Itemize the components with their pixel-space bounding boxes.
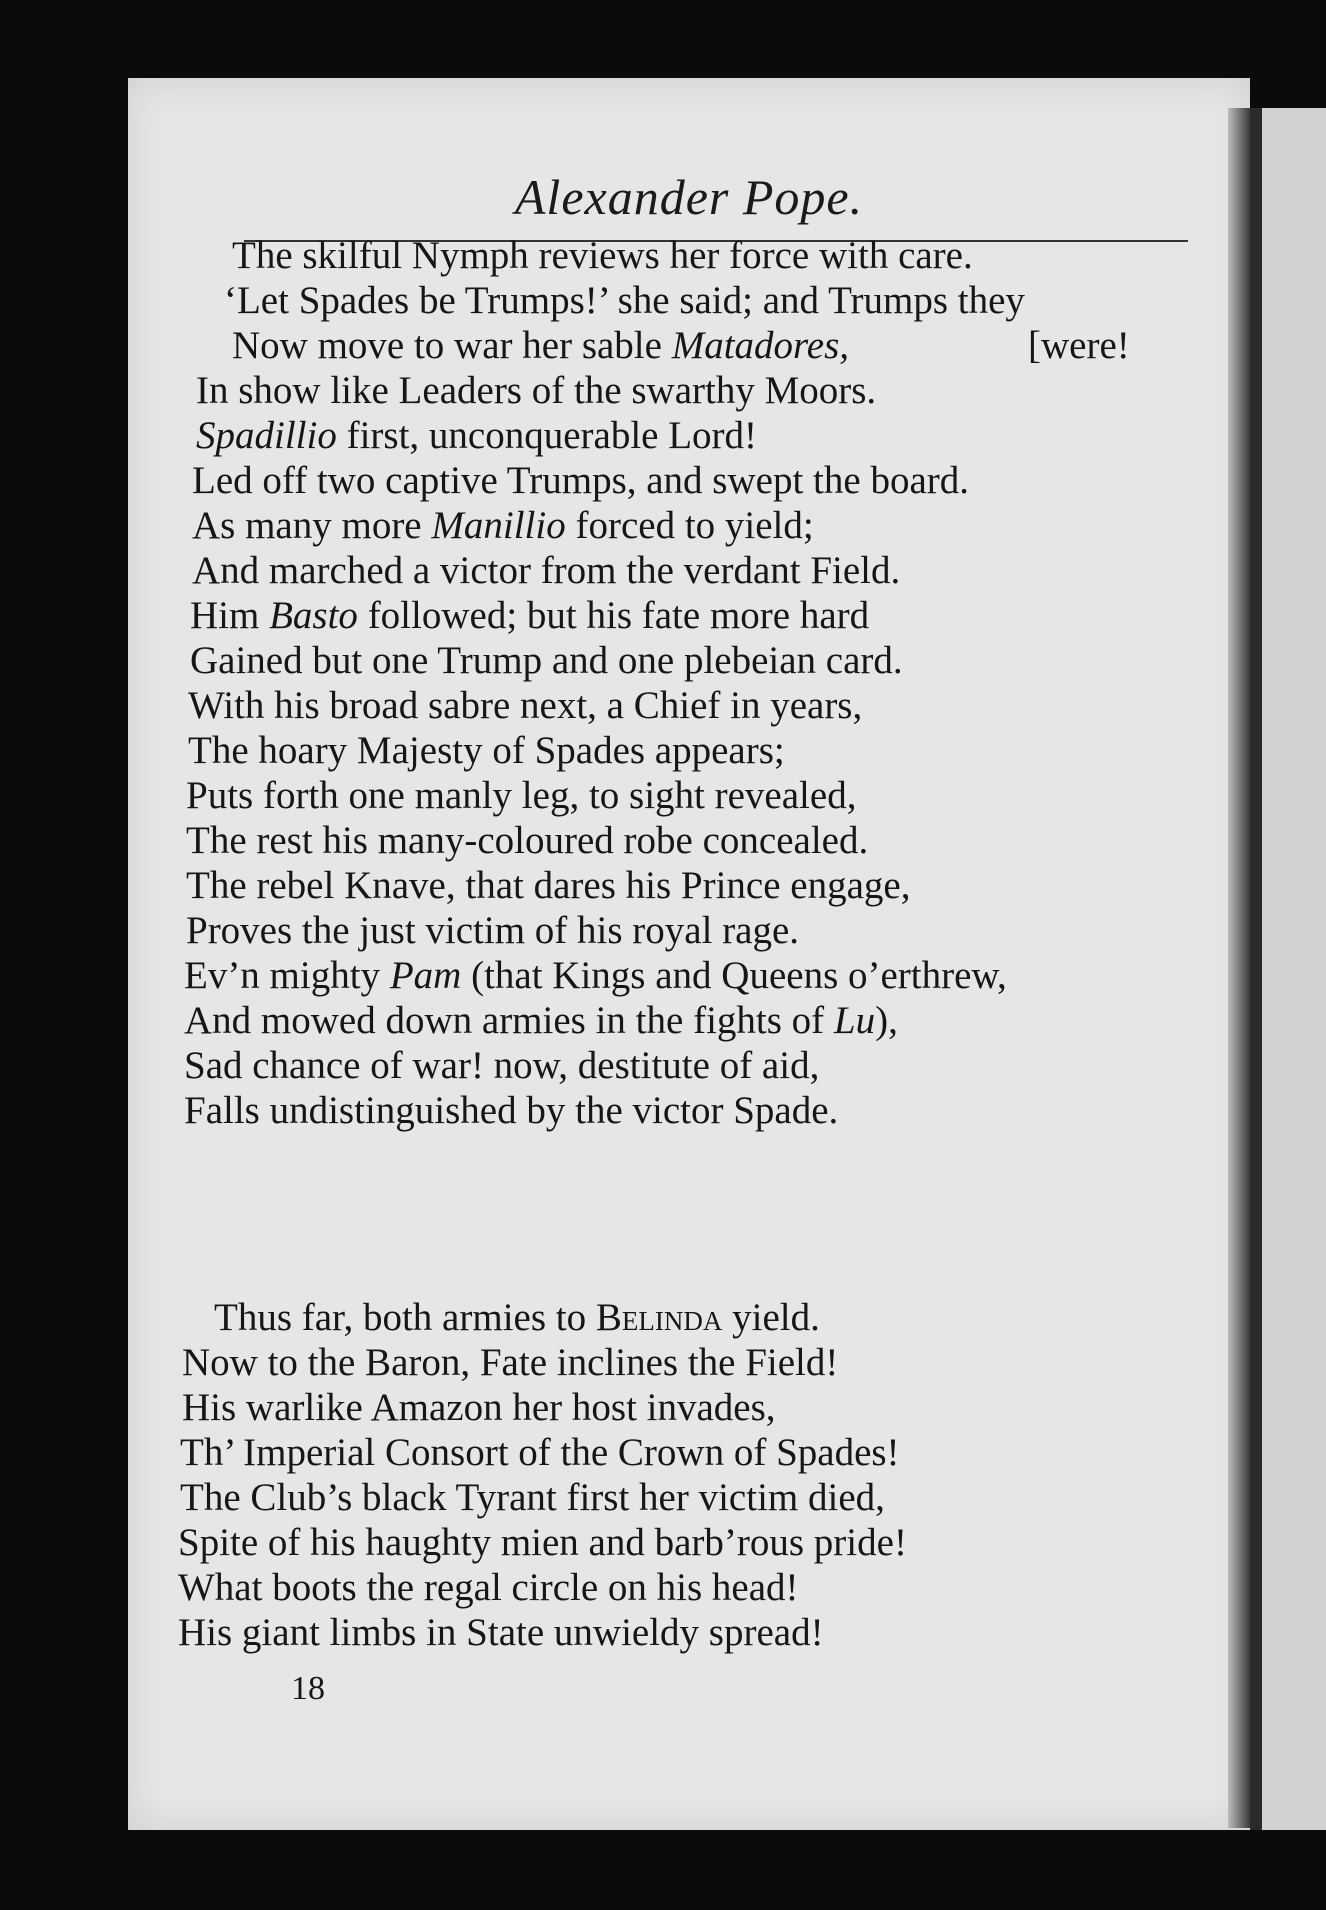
stanza2-line-6 bbox=[178, 1523, 907, 1562]
stanza1-line-1 bbox=[232, 236, 973, 275]
verse-text: Now to the Baron, Fate inclines the Field! bbox=[182, 1341, 839, 1384]
stanza1-line-4 bbox=[196, 371, 876, 410]
stanza2-line-2 bbox=[182, 1343, 838, 1382]
italic-term: Matadores, bbox=[671, 324, 849, 367]
verse-text: Him bbox=[190, 594, 270, 637]
verse-text: His warlike Amazon her host invades, bbox=[182, 1386, 776, 1429]
stanza1-line-19 bbox=[184, 1046, 819, 1085]
stanza1-line-13 bbox=[186, 776, 856, 815]
verse-text: (that Kings and Queens o’erthrew, bbox=[461, 954, 1007, 997]
verse-text: Proves the just victim of his royal rage. bbox=[186, 909, 800, 952]
verse-text: Falls undistinguished by the victor Spade. bbox=[184, 1089, 839, 1132]
verse-text: ), bbox=[875, 999, 898, 1042]
stanza2-line-7 bbox=[178, 1568, 799, 1607]
verse-text: The hoary Majesty of Spades appears; bbox=[188, 729, 785, 772]
stanza1-line-20 bbox=[184, 1091, 838, 1130]
verse-text: followed; but his fate more hard bbox=[357, 594, 870, 637]
verse-text: yield. bbox=[722, 1296, 820, 1339]
verse-text: And marched a victor from the verdant Field. bbox=[192, 549, 901, 592]
stanza1-line-3 bbox=[232, 326, 849, 365]
stanza1-line-16 bbox=[186, 911, 799, 950]
stanza2-line-5 bbox=[180, 1478, 885, 1517]
verse-text: forced to yield; bbox=[565, 504, 814, 547]
verse-text: Thus far, both armies to bbox=[214, 1296, 596, 1339]
stanza1-line-17 bbox=[184, 956, 1007, 995]
verse-text: The skilful Nymph reviews her force with care. bbox=[232, 234, 973, 277]
verse-text: Ev’n mighty bbox=[184, 954, 390, 997]
stanza1-line-2 bbox=[224, 281, 1025, 320]
verse-text: What boots the regal circle on his head! bbox=[178, 1566, 799, 1609]
verse-text: Now move to war her sable bbox=[232, 324, 672, 367]
stanza2-line-8 bbox=[178, 1613, 824, 1652]
verse-text: In show like Leaders of the swarthy Moors. bbox=[196, 369, 877, 412]
stanza1-line-11 bbox=[188, 686, 862, 725]
verse-text: Th’ Imperial Consort of the Crown of Spades! bbox=[180, 1431, 900, 1474]
italic-term: Pam bbox=[389, 954, 462, 997]
verse-text: The rebel Knave, that dares his Prince engage, bbox=[186, 864, 911, 907]
stanza1-line-14 bbox=[186, 821, 868, 860]
stanza1-line-5 bbox=[196, 416, 757, 455]
stanza1-line-9 bbox=[190, 596, 869, 635]
stanza1-line-7 bbox=[192, 506, 814, 545]
verse-text: Gained but one Trump and one plebeian card. bbox=[190, 639, 903, 682]
verse-text: Spite of his haughty mien and barb’rous pride! bbox=[178, 1521, 907, 1564]
verse-text: first, unconquerable Lord! bbox=[336, 414, 758, 457]
stanza2-line-4 bbox=[180, 1433, 900, 1472]
book-gutter bbox=[1250, 108, 1262, 1830]
stanza2-line-1 bbox=[214, 1298, 820, 1337]
italic-term: Spadillio bbox=[196, 414, 337, 457]
verse-text: And mowed down armies in the fights of bbox=[184, 999, 834, 1042]
verse-text: The rest his many-coloured robe concealed. bbox=[186, 819, 869, 862]
stanza1-line-8 bbox=[192, 551, 900, 590]
verse-text: Led off two captive Trumps, and swept the board. bbox=[192, 459, 969, 502]
verse-text: With his broad sabre next, a Chief in years, bbox=[188, 684, 863, 727]
stanza1-line-18 bbox=[184, 1001, 898, 1040]
verse-text: Puts forth one manly leg, to sight revealed, bbox=[186, 774, 857, 817]
stanza1-line-12 bbox=[188, 731, 785, 770]
small-caps-name: Belinda bbox=[595, 1296, 723, 1339]
verse-text: His giant limbs in State unwieldy spread! bbox=[178, 1611, 824, 1654]
stanza1-line-10 bbox=[190, 641, 903, 680]
stanza1-line-15 bbox=[186, 866, 910, 905]
facing-page-edge bbox=[1262, 108, 1326, 1830]
italic-term: Lu bbox=[833, 999, 876, 1042]
verse-text: As many more bbox=[192, 504, 432, 547]
turnover-word: [were! bbox=[1028, 324, 1130, 367]
running-head: Alexander Pope. bbox=[514, 169, 864, 225]
page-number: 18 bbox=[291, 1670, 325, 1707]
stanza1-line-6 bbox=[192, 461, 969, 500]
book-page bbox=[128, 78, 1250, 1830]
page-shadow bbox=[1228, 108, 1250, 1828]
verse-text: ‘Let Spades be Trumps!’ she said; and Trumps they bbox=[224, 279, 1025, 322]
italic-term: Manillio bbox=[431, 504, 566, 547]
verse-text: The Club’s black Tyrant first her victim died, bbox=[180, 1476, 885, 1519]
verse-text: Sad chance of war! now, destitute of aid, bbox=[184, 1044, 820, 1087]
italic-term: Basto bbox=[269, 594, 358, 637]
stanza2-line-3 bbox=[182, 1388, 776, 1427]
